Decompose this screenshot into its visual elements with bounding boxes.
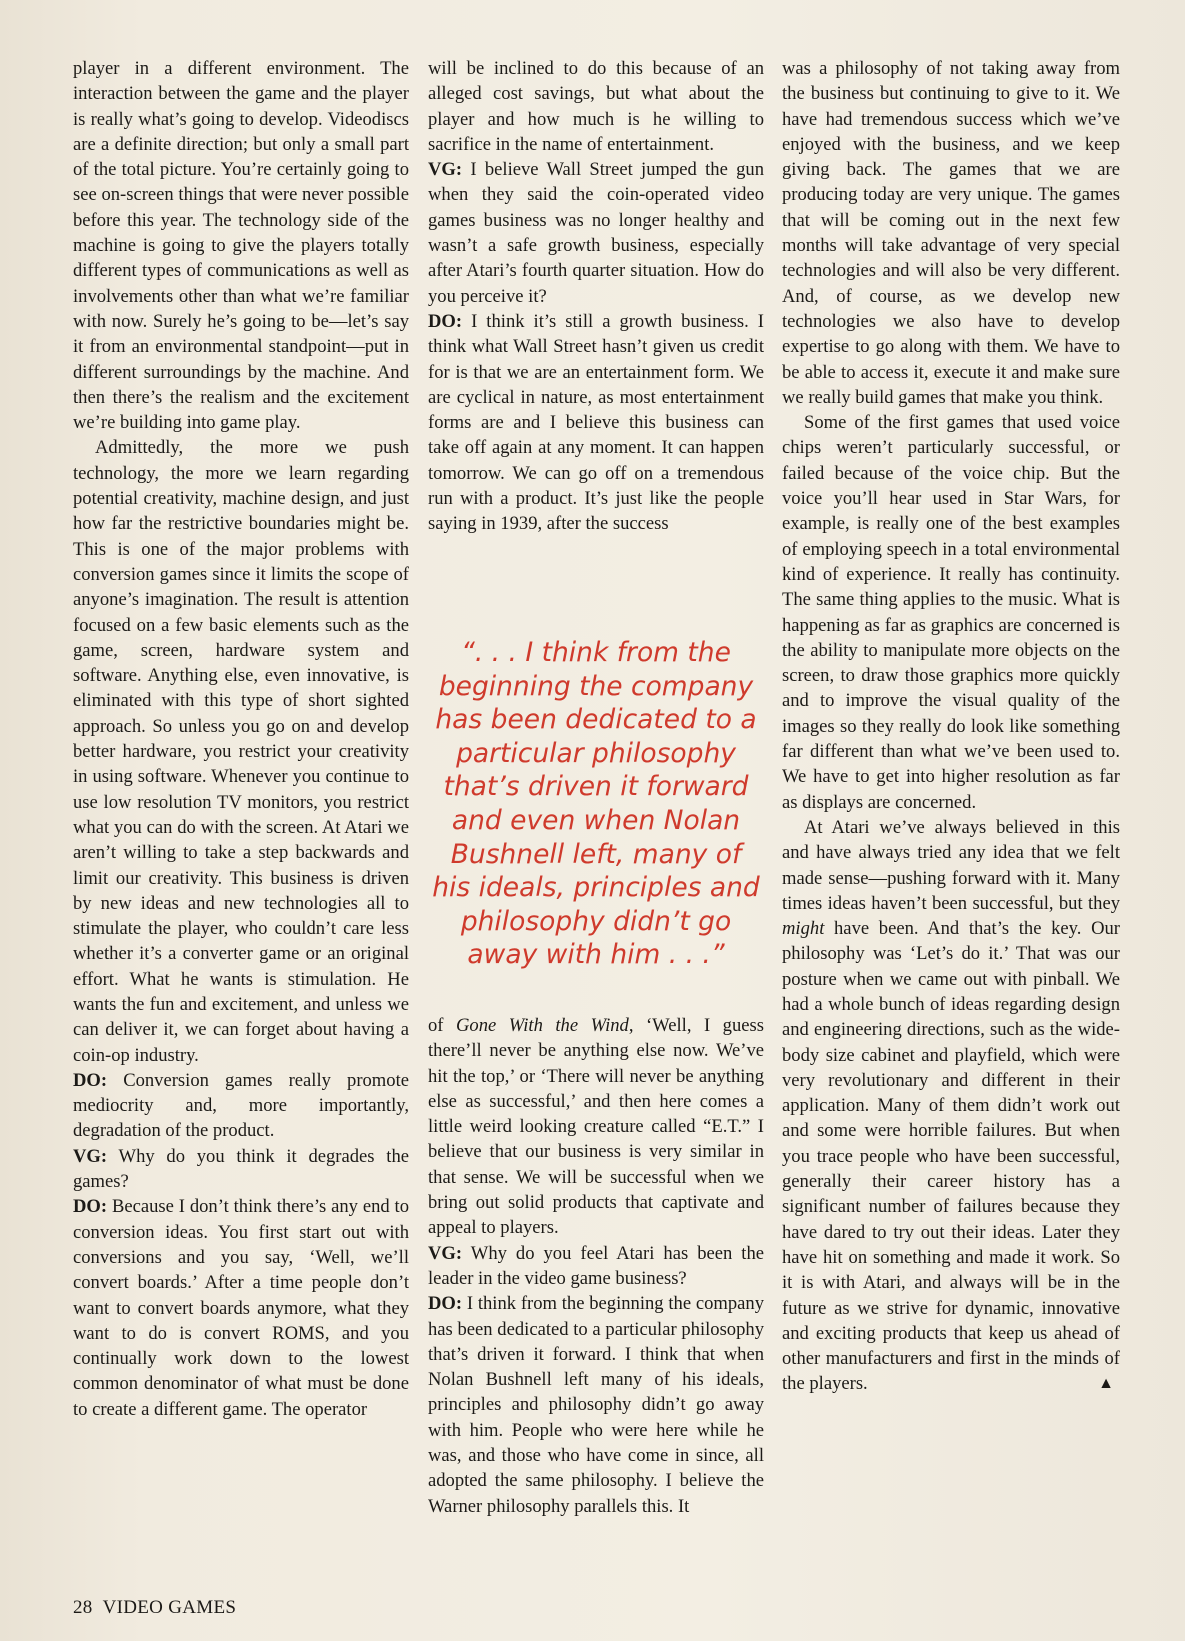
speaker-label: DO:	[73, 1069, 108, 1091]
interview-question	[428, 157, 764, 309]
page-number: 28	[73, 1597, 93, 1618]
speaker-label: VG:	[73, 1145, 108, 1167]
text-run: , ‘Well, I guess there’ll never be anything else now. We’ve hit the top,’ or ‘There will never be anything else as successful,’ and then here comes a little weird looking creature called “E.T.” I believe that our business is very similar in that sense. We will be successful when we bring out solid products that captivate and appeal to players.	[428, 1015, 764, 1239]
paragraph	[428, 1013, 764, 1241]
end-of-article-icon: ▲	[1098, 1375, 1114, 1393]
text-column-2-top	[428, 56, 764, 537]
text-run: of	[428, 1015, 456, 1036]
interview-question	[73, 1144, 409, 1195]
interview-answer	[428, 309, 764, 537]
question-text: Why do you feel Atari has been the leader in the video game business?	[428, 1242, 765, 1289]
question-text: Why do you think it degrades the games?	[73, 1145, 409, 1193]
paragraph: will be inclined to do this because of an alleged cost savings, but what about the player and how much is he willing to sacrifice in the name of entertainment.	[428, 58, 764, 155]
interview-answer	[73, 1194, 409, 1422]
magazine-name: VIDEO GAMES	[102, 1597, 237, 1618]
paragraph	[782, 815, 1120, 1397]
pull-quote: “. . . I think from the beginning the company has been dedicated to a particular philosophy that’s driven it forward and even when Nolan Bushnell left, many of his ideals, principles and philosophy didn’t go away with him . . .”	[432, 637, 760, 971]
text-run: have been. And that’s the key. Our philosophy was ‘Let’s do it.’ That was our posture when we came out with pinball. We had a whole bunch of ideas regarding design and engineering directions, such as the wide-body size cabinet and playfield, which were very revolutionary and different in their application. Many of them didn’t work out and some were horrible failures. But when you trace people who have been successful, generally their career history has a significant number of failures because they have dared to try out their ideas. Later they have hit on something and made it work. So it is with Atari, and always will be in the future as we strive for dynamic, innovative and exciting products that keep us ahead of other manufacturers and first in the minds of the players.	[782, 918, 1120, 1395]
speaker-label: VG:	[428, 159, 463, 181]
text-column-3	[782, 56, 1120, 1397]
question-text: I believe Wall Street jumped the gun when they said the coin-operated video games business was no longer healthy and wasn’t a safe growth business, especially after Atari’s fourth quarter situation. How do you perceive it?	[428, 159, 764, 307]
interview-answer	[428, 1291, 764, 1519]
speaker-label: DO:	[428, 1293, 463, 1315]
interview-question	[428, 1241, 764, 1292]
paragraph: was a philosophy of not taking away from the business but continuing to give to it. We have had tremendous success which we’ve enjoyed with the business, and we keep giving back. The games that we are producing today are very unique. The games that will be coming out in the next few months will take advantage of very special technologies and will also be very different. And, of course, as we develop new technologies we also have to develop expertise to go along with them. We have to be able to access it, execute it and make sure we really build games that make you think.	[782, 58, 1120, 408]
paragraph: Admittedly, the more we push technology, the more we learn regarding potential creativity, machine design, and just how far the restrictive boundaries might be. This is one of the major problems with conversion games since it limits the scope of anyone’s imagination. The result is attention focused on a few basic elements such as the game, screen, hardware system and software. Anything else, even innovative, is eliminated with this type of short sighted approach. So unless you go on and develop better hardware, you restrict your creativity in using software. Whenever you continue to use low resolution TV monitors, you restrict what you can do with the screen. At Atari we aren’t willing to take a step backwards and limit our creativity. This business is driven by new ideas and new technologies all to stimulate the player, who couldn’t care less whether it’s a converter game or an original effort. What he wants is stimulation. He wants the fun and excitement, and unless we can deliver it, we can forget about having a coin-op industry.	[73, 437, 409, 1066]
speaker-label: DO:	[428, 310, 463, 332]
answer-text: Conversion games really promote mediocrity and, more importantly, degradation of the product.	[73, 1069, 409, 1142]
answer-text: I think from the beginning the company has been dedicated to a particular philosophy that’s driven it forward. I think that when Nolan Bushnell left many of his ideals, principles and philosophy didn’t go away with him. People who were here while he was, and those who have come in since, all adopted the same philosophy. I believe the Warner philosophy parallels this. It	[428, 1293, 764, 1517]
answer-text: I think it’s still a growth business. I think what Wall Street hasn’t given us credit for is that we are an entertainment form. We are cyclical in nature, as most entertainment forms are and I believe this business can take off again at any moment. It can happen tomorrow. We can go off on a tremendous run with a product. It’s just like the people saying in 1939, after the success	[428, 310, 764, 535]
film-title: Gone With the Wind	[456, 1015, 629, 1036]
paragraph: player in a different environment. The interaction between the game and the player is really what’s going to develop. Videodiscs are a definite direction; but only a small part of the total picture. You’re certainly going to see on-screen things that were never possible before this year. The technology side of the machine is going to give the players totally different types of communications as well as involvements other than what we’re familiar with now. Surely he’s going to be—let’s say it from an environmental standpoint—put in different surroundings by the machine. And then there’s the realism and the excitement we’re building into game play.	[73, 58, 409, 434]
text-column-1	[73, 56, 409, 1422]
page-footer	[73, 1597, 236, 1619]
paragraph: Some of the first games that used voice chips weren’t particularly successful, or failed because of the voice chip. But the voice you’ll hear used in Star Wars, for example, is really one of the best examples of employing speech in a total environmental kind of experience. It really has continuity. The same thing applies to the music. What is happening as far as graphics are concerned is the ability to manipulate more objects on the screen, to draw those graphics more quickly and to improve the visual quality of the images so they really do look like something far different than what we’ve been used to. We have to get into higher resolution as far as displays are concerned.	[782, 412, 1120, 813]
speaker-label: DO:	[73, 1196, 108, 1218]
text-run: At Atari we’ve always believed in this and have always tried any idea that we felt made sense—pushing forward with it. Many times ideas haven’t been successful, but they	[782, 816, 1120, 914]
answer-text: Because I don’t think there’s any end to conversion ideas. You first start out with conversions and you say, ‘Well, we’ll convert boards.’ After a time people don’t want to convert boards anymore, what they want to do is convert ROMS, and you continually work down to the lowest common denominator of what must be done to create a different game. The operator	[73, 1196, 410, 1420]
speaker-label: VG:	[428, 1242, 463, 1264]
text-column-2-bottom	[428, 1013, 764, 1519]
emphasis: might	[782, 918, 825, 940]
interview-answer	[73, 1068, 409, 1144]
